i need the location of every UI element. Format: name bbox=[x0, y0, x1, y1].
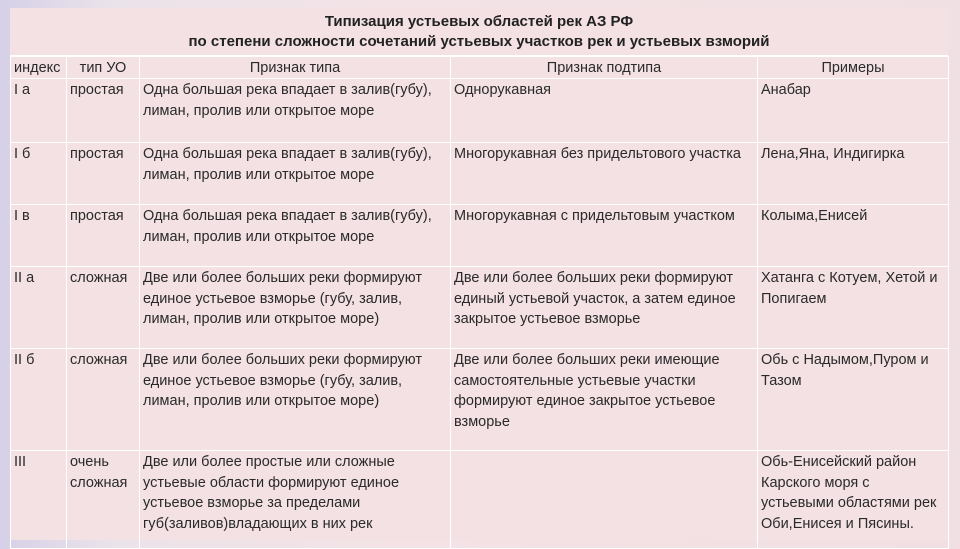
table-row bbox=[11, 205, 949, 267]
title-line-1: Типизация устьевых областей рек АЗ РФ bbox=[324, 13, 634, 30]
cell-type-feature: Одна большая река впадает в залив(губу), лиман, пролив или открытое море bbox=[140, 143, 451, 205]
cell-examples: Анабар bbox=[758, 79, 949, 143]
cell-index: I б bbox=[11, 143, 67, 205]
header-index: индекс bbox=[11, 57, 67, 79]
table-row bbox=[11, 451, 949, 549]
cell-type-feature: Одна большая река впадает в залив(губу), лиман, пролив или открытое море bbox=[140, 79, 451, 143]
cell-type: очень сложная bbox=[67, 451, 140, 549]
cell-type: сложная bbox=[67, 349, 140, 451]
header-row bbox=[11, 57, 949, 79]
cell-type-feature: Две или более больших реки формируют единое устьевое взморье (губу, залив, лиман, пролив или открытое море) bbox=[140, 267, 451, 349]
slide bbox=[10, 8, 948, 540]
cell-subtype-feature: Многорукавная без придельтового участка bbox=[451, 143, 758, 205]
table-row bbox=[11, 349, 949, 451]
cell-type: простая bbox=[67, 205, 140, 267]
table-row bbox=[11, 79, 949, 143]
table-row bbox=[11, 143, 949, 205]
page-title bbox=[10, 8, 948, 54]
cell-type-feature: Две или более больших реки формируют единое устьевое взморье (губу, залив, лиман, пролив или открытое море) bbox=[140, 349, 451, 451]
cell-type: сложная bbox=[67, 267, 140, 349]
cell-type: простая bbox=[67, 79, 140, 143]
river-mouth-typology-table bbox=[10, 56, 949, 549]
cell-subtype-feature: Две или более больших реки формируют единый устьевой участок, а затем единое закрытое устьевое взморье bbox=[451, 267, 758, 349]
cell-subtype-feature: Однорукавная bbox=[451, 79, 758, 143]
title-line-2: по степени сложности сочетаний устьевых участков рек и устьевых взморий bbox=[188, 33, 770, 50]
header-subtype-feature: Признак подтипа bbox=[451, 57, 758, 79]
header-examples: Примеры bbox=[758, 57, 949, 79]
cell-index: III bbox=[11, 451, 67, 549]
cell-index: II а bbox=[11, 267, 67, 349]
cell-subtype-feature bbox=[451, 451, 758, 549]
cell-type-feature: Две или более простые или сложные устьевые области формируют единое устьевое взморье за пределами губ(заливов)владающих в них рек bbox=[140, 451, 451, 549]
header-type: тип УО bbox=[67, 57, 140, 79]
cell-examples: Лена,Яна, Индигирка bbox=[758, 143, 949, 205]
cell-index: I а bbox=[11, 79, 67, 143]
cell-index: II б bbox=[11, 349, 67, 451]
cell-subtype-feature: Многорукавная с придельтовым участком bbox=[451, 205, 758, 267]
cell-examples: Колыма,Енисей bbox=[758, 205, 949, 267]
table-row bbox=[11, 267, 949, 349]
cell-examples: Обь-Енисейский район Карского моря с устьевыми областями рек Оби,Енисея и Пясины. bbox=[758, 451, 949, 549]
cell-subtype-feature: Две или более больших реки имеющие самостоятельные устьевые участки формируют единое закрытое устьевое взморье bbox=[451, 349, 758, 451]
header-type-feature: Признак типа bbox=[140, 57, 451, 79]
cell-index: I в bbox=[11, 205, 67, 267]
cell-examples: Обь с Надымом,Пуром и Тазом bbox=[758, 349, 949, 451]
cell-type-feature: Одна большая река впадает в залив(губу), лиман, пролив или открытое море bbox=[140, 205, 451, 267]
cell-examples: Хатанга с Котуем, Хетой и Попигаем bbox=[758, 267, 949, 349]
cell-type: простая bbox=[67, 143, 140, 205]
